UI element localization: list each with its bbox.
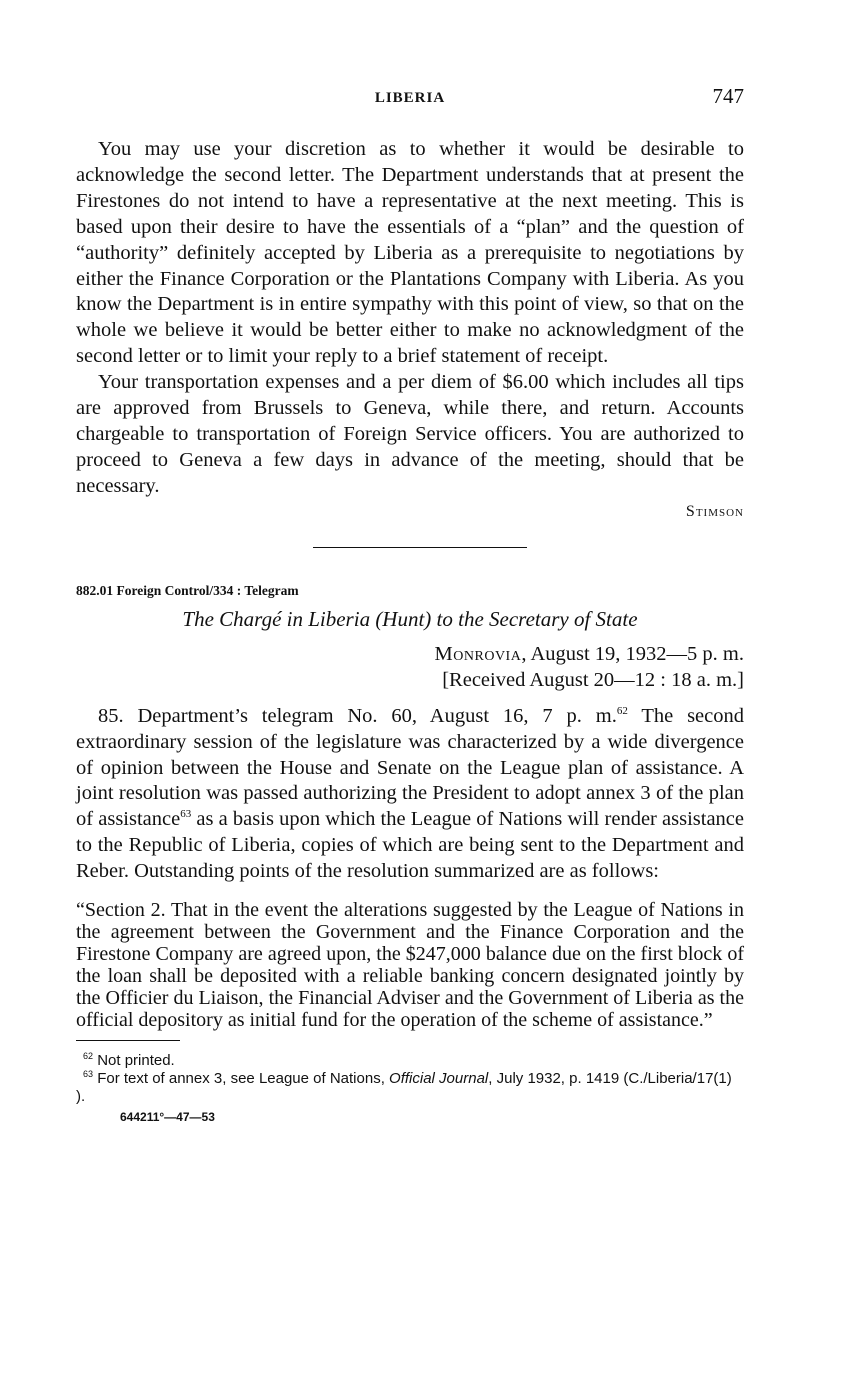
footnotes bbox=[76, 1052, 744, 1106]
instruction-paragraph-2: Your transportation expenses and a per diem of $6.00 which includes all tips are approved from Brussels to Geneva, while there, and return. Accounts chargeable to transportation of Foreign Service officers. You are authorized to proceed to Geneva a few days in advance of the meeting, should that be necessary. bbox=[76, 371, 744, 497]
document-page bbox=[76, 84, 744, 1124]
footnote-mark: 63 bbox=[83, 1069, 94, 1080]
journal-title: Official Journal bbox=[389, 1070, 489, 1088]
dateline-received: [Received August 20—12 : 18 a. m.] bbox=[442, 668, 744, 691]
signature: Stimson bbox=[685, 502, 744, 520]
footnote-mark: 62 bbox=[83, 1051, 94, 1062]
dateline-sent bbox=[76, 641, 744, 667]
footnote-63 bbox=[76, 1070, 744, 1106]
footnote-rule bbox=[76, 1040, 180, 1041]
dateline bbox=[76, 641, 744, 693]
telegram-text-part-2: The second extraordinary session of the legislature was characterized by a wide divergence of opinion between the House and Senate on the League plan of assistance. A joint resolution was passed authorizing the President to adopt annex 3 of the plan of assistance bbox=[76, 704, 744, 831]
running-head: LIBERIA bbox=[374, 90, 446, 106]
print-code: 644211°—47—53 bbox=[120, 1110, 215, 1125]
divider-line bbox=[313, 547, 527, 548]
instruction-paragraph-1: You may use your discretion as to whether it would be desirable to acknowledge the second letter. The Department understands that at present the Firestones do not intend to have a representative at the next meeting. This is based upon their desire to have the essentials of a “plan” and the question of “authority” definitely accepted by Liberia as a prerequisite to negotiations by either the Finance Corporation or the Plantations Company with Liberia. As you know the Department is in entire sympathy with this point of view, so that on the whole we believe it would be better either to make no acknowledgment of the second letter or to limit your reply to a brief statement of receipt. bbox=[76, 138, 744, 368]
footnote-text: Not printed. bbox=[97, 1052, 175, 1070]
resolution-quotation: “Section 2. That in the event the alterations suggested by the League of Nations in the agreement between the Government and the Finance Corporation and the Firestone Company are agreed upon, the $247,000 balance due on the first block of the loan shall be deposited with a reliable banking concern designated jointly by the Officier du Liaison, the Financial Adviser and the Government of Liberia as the official depository as initial fund for the operation of the scheme of assistance.” bbox=[76, 899, 744, 1032]
page-number: 747 bbox=[712, 84, 744, 108]
section-divider bbox=[76, 547, 744, 561]
dateline-date: , August 19, 1932—5 p. m. bbox=[521, 642, 744, 665]
telegram-text bbox=[76, 704, 744, 885]
telegram-text-part-1: 85. Department’s telegram No. 60, August 16, 7 p. m. bbox=[98, 704, 617, 727]
telegram-text-part-3: as a basis upon which the League of Nations will render assistance to the Republic of Liberia, copies of which are being sent to the Department and Reber. Outstanding points of the resolution summarized are as follows: bbox=[76, 808, 745, 883]
dateline-place: Monrovia bbox=[434, 642, 522, 665]
footnote-62 bbox=[76, 1052, 744, 1070]
file-reference: 882.01 Foreign Control/334 : Telegram bbox=[76, 582, 299, 598]
page-header bbox=[76, 84, 744, 114]
document-title: The Chargé in Liberia (Hunt) to the Secretary of State bbox=[182, 606, 638, 631]
footnote-text-before: For text of annex 3, see League of Nations, bbox=[97, 1070, 390, 1088]
footnote-ref-62: 62 bbox=[616, 704, 628, 717]
footnote-ref-63: 63 bbox=[180, 808, 192, 821]
footnote-text-after: , July 1932, p. 1419 (C./Liberia/17(1) ). bbox=[76, 1070, 732, 1106]
